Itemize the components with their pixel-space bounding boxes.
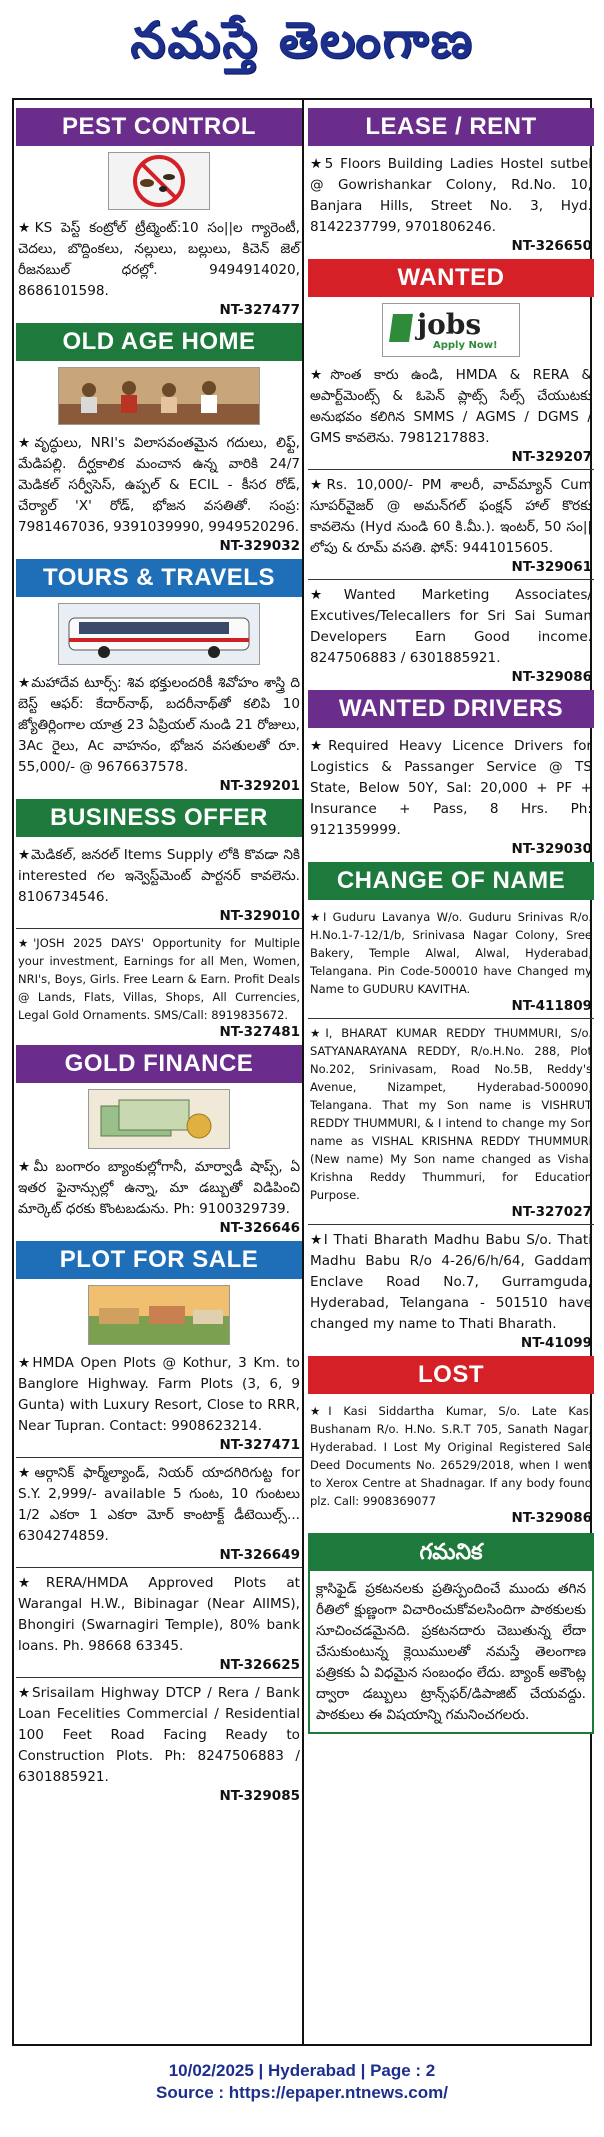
name-code-3: NT-41099 [520, 1335, 592, 1351]
separator [308, 469, 594, 470]
separator [16, 928, 302, 929]
tours-travels-header: TOURS & TRAVELS [16, 559, 302, 597]
pest-control-header: PEST CONTROL [16, 108, 302, 146]
jobs-tagline: Apply Now! [433, 340, 498, 351]
plot-ad-2: ★ఆర్గానిక్ ఫార్మ్‌ల్యాండ్, నియర్ యాదగిరిగుట్ట for S.Y. 2,999/- available 5 గుంట, 10 గుంటలు 1/2 ఎకరా 1 ఎకరా మోర్ కాంటాక్ట్ డీటెయిల్స్... 6304274859. [18, 1465, 300, 1544]
pest-image [108, 152, 210, 210]
wanted-code-2: NT-329061 [511, 559, 592, 575]
business-ad-1: ★మెడికల్, జనరల్ Items Supply లోకి కొవడా నికి interested గల ఇన్వెస్ట్‌మెంట్ పార్టనర్ కావలెను. 8106734546. [18, 847, 300, 905]
separator [308, 1018, 594, 1019]
bus-image [58, 603, 260, 665]
old-age-home-ad: ★వృద్ధులు, NRI's విలాసవంతమైన గదులు, లిఫ్ట్, మేడిపల్లి. దీర్ఘకాలిక మంచాన ఉన్న వారికి 24/7 మెడికల్ సర్వీసెస్, ఉప్పల్ & ECIL - కీసర రోడ్, చేర్యాల్ 'X' రోడ్, భోజన వసతితో. సంప్ర: 7981467036, 9391039990, 9949520296. [18, 435, 300, 535]
footer-date-line: 10/02/2025 | Hyderabad | Page : 2 [168, 2061, 436, 2080]
plot-code-1: NT-327471 [219, 1437, 300, 1453]
plot-ad-3: ★RERA/HMDA Approved Plots at Warangal H.W., Bibinagar (Near AIIMS), Bhongiri (Swarnagiri Temple), 80% bank loans. Ph. 98668 63345. [18, 1575, 300, 1654]
lease-code: NT-326650 [511, 238, 592, 254]
plot-code-2: NT-326649 [219, 1547, 300, 1563]
wanted-drivers-header: WANTED DRIVERS [308, 690, 594, 728]
wanted-ad-2: ★Rs. 10,000/- PM శాలరీ, వాచ్‌మ్యాన్ Cum సూపర్‌వైజర్ @ అమన్‌గల్ ఫంక్షన్ హాల్ కొరకు కావలెను (Hyd నుండి 60 కి.మీ.). ఇంటర్, 50 సం||లోపు & రూమ్ వసతి. ఫోన్: 9441015605. [310, 477, 592, 556]
column-divider [302, 98, 304, 2046]
jobs-logo [382, 303, 520, 357]
gold-finance-header: GOLD FINANCE [16, 1045, 302, 1083]
plot-image [88, 1285, 230, 1345]
gold-finance-image [88, 1089, 230, 1149]
plot-ad-4: ★Srisailam Highway DTCP / Rera / Bank Loan Fecelities Commercial / Residential 100 Feet Road Facing Ready to Construction Plots. Ph: 8247506883 / 6301885921. [18, 1685, 300, 1785]
footer-source-link[interactable]: Source : https://epaper.ntnews.com/ [156, 2083, 448, 2102]
pest-ad: ★KS పెస్ట్ కంట్రోల్ ట్రీట్మెంట్:10 సం||ల గ్యారెంటీ, చెదలు, బొద్దింకలు, నల్లులు, బల్లులు, కిచెన్ జెల్ రీజనబుల్ ధరల్లో. 9494914020, 8686101598. [18, 220, 300, 299]
name-code-1: NT-411809 [511, 998, 592, 1014]
name-ad-2: ★I, BHARAT KUMAR REDDY THUMMURI, S/o. SATYANARAYANA REDDY, R/o.H.No. 288, Plot No.202, Srinivasam, Road No.5B, Reddy's Avenue, Nizampet, Hyderabad-500090, Telangana. That my Son name is VISHRUT REDDY THUMMURI, & I intend to change my Son name as VISHAL KRISHNA REDDY THUMMURI (New name) My Son name changed as Vishal Krishna Reddy Thummuri, for Education Purpose. [310, 1026, 592, 1202]
lost-ad: ★I Kasi Siddartha Kumar, S/o. Late Kasi Bushanam R/o. H.No. S.R.T 705, Sanath Nagar, Hyderabad. I Lost My Original Registered Sale Deed Documents No. 26529/2018, when I went to Xerox Centre at Shadnagar. If any body found plz. Call: 9908369077 [310, 1404, 592, 1508]
wanted-ad-1: ★సొంత కారు ఉండి, HMDA & RERA & అపార్ట్‌మెంట్స్ & ఓపెన్ ప్లాట్స్ సేల్స్ చేయుటకు అనుభవం కలిగిన SMMS / AGMS / DGMS / GMS కావలెను. 7981217883. [310, 367, 592, 446]
plot-code-3: NT-326625 [219, 1657, 300, 1673]
separator [308, 579, 594, 580]
drivers-ad: ★Required Heavy Licence Drivers for Logistics & Passanger Service @ TS State, Below 50Y, Sal: 20,000 + PF + Insurance + Pass, 8 Hrs. Ph: 9121359999. [310, 738, 592, 838]
masthead-title: నమస్తే తెలంగాణ [130, 10, 474, 69]
name-ad-3: ★I Thati Bharath Madhu Babu S/o. Thati Madhu Babu R/o 4-26/6/h/64, Gaddam Enclave Road No.7, Gurramguda, Hyderabad, Telangana - 501510 have changed my name to Thati Bharath. [310, 1232, 592, 1332]
wanted-header: WANTED [308, 259, 594, 297]
drivers-code: NT-329030 [511, 841, 592, 857]
business-code-2: NT-327481 [219, 1024, 300, 1040]
old-age-home-code: NT-329032 [219, 538, 300, 554]
plot-ad-1: ★HMDA Open Plots @ Kothur, 3 Km. to Banglore Highway. Farm Plots (3, 6, 9 Gunta) with Luxury Resort, Close to RRR, Near Tupran. Contact: 9908623214. [18, 1355, 300, 1434]
page-footer [0, 2060, 604, 2104]
notice-body: క్లాసిఫైడ్ ప్రకటనలకు ప్రతిస్పందించే ముందు తగిన రీతిలో క్షుణ్ణంగా విచారించుకోవలసిందిగా పాఠకులకు సూచించడమైనది. ప్రకటనదారు చెబుతున్న లేదా చేసుకుంటున్న క్లెయిములతో నమస్తే తెలంగాణ పత్రికకు ఏ విధమైన సంబంధం లేదు. బ్యాంక్ అకౌంట్ల ద్వారా డబ్బులు ట్రాన్స్‌ఫర్/డిపాజిట్ చేయవద్దు. పాఠకులు ఈ విషయాన్ని గమనించగలరు. [316, 1581, 586, 1723]
masthead [0, 0, 604, 80]
wanted-code-1: NT-329207 [511, 449, 592, 465]
notice-box [308, 1533, 594, 1734]
lease-ad: ★5 Floors Building Ladies Hostel sutbel @ Gowrishankar Colony, Rd.No. 10, Banjara Hills, Street No. 3, Hyd. 8142237799, 9701806246. [310, 156, 592, 235]
wanted-ad-3: ★Wanted Marketing Associates/ Excutives/Telecallers for Sri Sai Suman Developers Earn Good income. 8247506883 / 6301885921. [310, 587, 592, 666]
business-code-1: NT-329010 [219, 908, 300, 924]
notice-header: గమనిక [310, 1535, 592, 1571]
name-code-2: NT-327027 [511, 1204, 592, 1220]
old-age-home-image [58, 367, 260, 425]
business-offer-header: BUSINESS OFFER [16, 799, 302, 837]
change-of-name-header: CHANGE OF NAME [308, 862, 594, 900]
separator [308, 1224, 594, 1225]
lost-header: LOST [308, 1356, 594, 1394]
lost-code: NT-329086 [511, 1510, 592, 1526]
gold-ad: ★మీ బంగారం బ్యాంకుల్లోగానీ, మార్వాడీ షాప్స్, ఏ ఇతర ఫైనాన్సుల్లో ఉన్నా, మా డబ్బుతో విడిపించి మార్కెట్ ధరకు కొంటబడును. Ph: 9100329739. [18, 1159, 300, 1217]
tours-ad: ★మహాదేవ టూర్స్: శివ భక్తులందరికీ శివోహం శాస్త్రి ది బెస్ట్ ఆఫర్: కేదార్‌నాథ్, బదరీనాథ్‌తో కలిపి 10 జ్యోతిర్లింగాల యాత్ర 23 ఏప్రియల్ నుండి 21 రోజులు, 3Ac రైలు, Ac వాహనం, భోజన వసతులతో రూ. 55,000/- @ 9676637578. [18, 675, 300, 775]
plot-for-sale-header: PLOT FOR SALE [16, 1241, 302, 1279]
wanted-code-3: NT-329086 [511, 669, 592, 685]
lease-rent-header: LEASE / RENT [308, 108, 594, 146]
gold-code: NT-326646 [219, 1220, 300, 1236]
right-column [308, 104, 594, 1734]
separator [16, 1677, 302, 1678]
separator [16, 1457, 302, 1458]
separator [16, 1567, 302, 1568]
old-age-home-header: OLD AGE HOME [16, 323, 302, 361]
business-ad-2: ★'JOSH 2025 DAYS' Opportunity for Multiple your investment, Earnings for all Men, Women, NRI's, Boys, Girls. Free Learn & Earn. Profit Deals @ Lands, Flats, Villas, Shops, All Currencies, Legal Gold Ornaments. SMS/Call: 8919835672. [18, 936, 300, 1022]
plot-code-4: NT-329085 [219, 1788, 300, 1804]
name-ad-1: ★I Guduru Lavanya W/o. Guduru Srinivas R/o. H.No.1-7-12/1/b, Srinivasa Nagar Colony, Sree Bakery, Temple Alwal, Alwal, Hyderabad, Telangana. Pin Code-500010 have Changed my Name to GUDURU KAVITHA. [310, 910, 592, 996]
jobs-logo-mark [389, 314, 413, 342]
pest-code: NT-327477 [219, 302, 300, 318]
left-column [16, 104, 302, 1805]
tours-code: NT-329201 [219, 778, 300, 794]
jobs-logo-text: jobs [417, 308, 482, 341]
